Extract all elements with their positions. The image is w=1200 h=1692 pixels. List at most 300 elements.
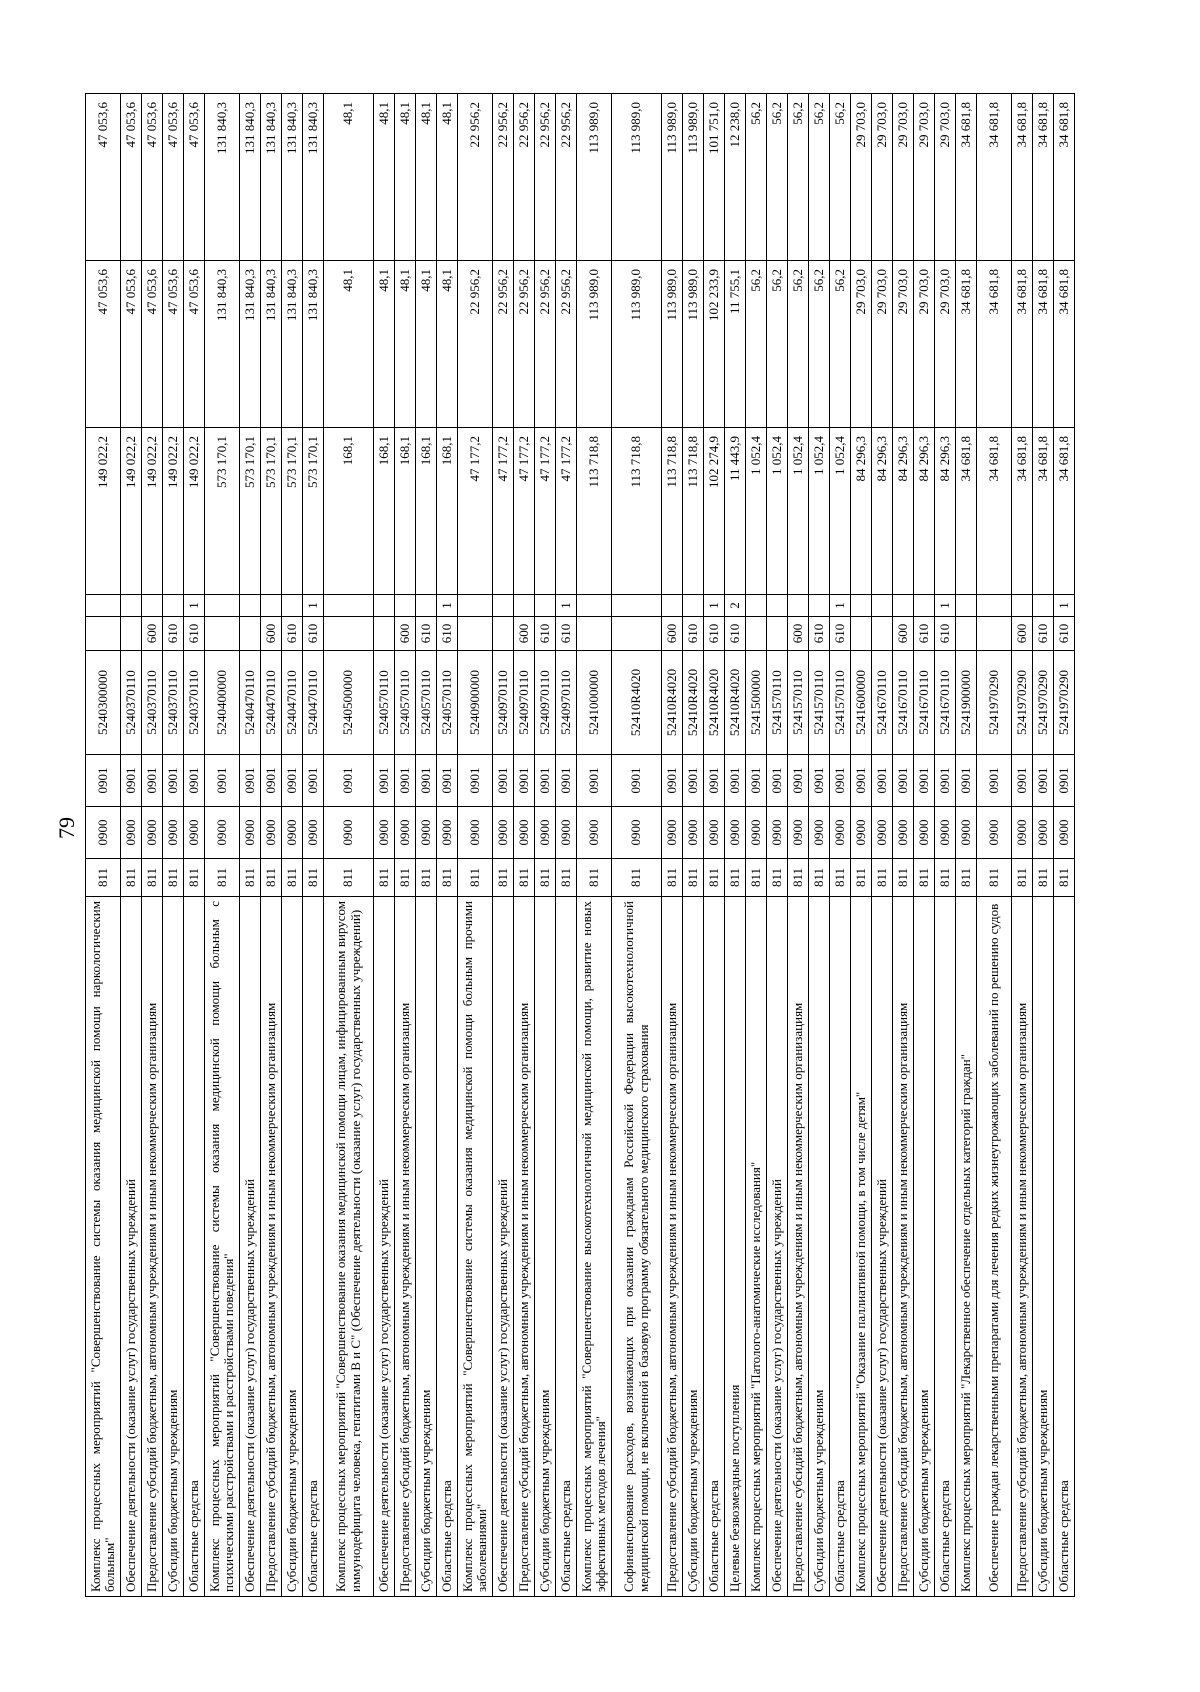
source-code xyxy=(205,595,240,617)
vedomstvo-code: 811 xyxy=(282,859,303,897)
source-code xyxy=(1033,595,1054,617)
table-row xyxy=(956,94,977,1597)
vedomstvo-code: 811 xyxy=(914,859,935,897)
vedomstvo-code: 811 xyxy=(535,859,556,897)
amount-year-1: 47 177,2 xyxy=(493,428,514,595)
source-code xyxy=(767,595,788,617)
document-page xyxy=(85,94,1071,1597)
row-name: Комплекс процессных мероприятий "Оказание паллиативной помощи, в том числе детям" xyxy=(851,897,872,1597)
amount-year-1: 113 718,8 xyxy=(683,428,704,595)
expense-type-code xyxy=(324,617,374,651)
amount-year-2: 34 681,8 xyxy=(1054,261,1075,428)
target-article-code: 5241570110 xyxy=(809,651,830,755)
razdel-code: 0900 xyxy=(788,807,809,859)
vedomstvo-code: 811 xyxy=(683,859,704,897)
razdel-code: 0900 xyxy=(851,807,872,859)
target-article-code: 5241670110 xyxy=(935,651,956,755)
razdel-code: 0900 xyxy=(556,807,577,859)
razdel-code: 0900 xyxy=(893,807,914,859)
row-name: Субсидии бюджетным учреждениям xyxy=(535,897,556,1597)
target-article-code: 5241970290 xyxy=(1012,651,1033,755)
row-name: Областные средства xyxy=(303,897,324,1597)
amount-year-1: 84 296,3 xyxy=(851,428,872,595)
podrazdel-code: 0901 xyxy=(416,755,437,807)
table-row xyxy=(395,94,416,1597)
target-article-code: 5240300000 xyxy=(86,651,121,755)
amount-year-3: 101 751,0 xyxy=(704,94,725,261)
row-name: Предоставление субсидий бюджетным, автономным учреждениям и иным некоммерческим организациям xyxy=(261,897,282,1597)
amount-year-3: 131 840,3 xyxy=(205,94,240,261)
vedomstvo-code: 811 xyxy=(767,859,788,897)
vedomstvo-code: 811 xyxy=(556,859,577,897)
amount-year-3: 22 956,2 xyxy=(493,94,514,261)
table-row xyxy=(872,94,893,1597)
razdel-code: 0900 xyxy=(612,807,662,859)
source-code: 1 xyxy=(437,595,458,617)
amount-year-1: 47 177,2 xyxy=(556,428,577,595)
amount-year-2: 22 956,2 xyxy=(556,261,577,428)
row-name: Субсидии бюджетным учреждениям xyxy=(163,897,184,1597)
podrazdel-code: 0901 xyxy=(205,755,240,807)
table-row xyxy=(535,94,556,1597)
expense-type-code: 610 xyxy=(556,617,577,651)
expense-type-code xyxy=(851,617,872,651)
razdel-code: 0900 xyxy=(956,807,977,859)
expense-type-code: 600 xyxy=(1012,617,1033,651)
podrazdel-code: 0901 xyxy=(683,755,704,807)
table-row xyxy=(184,94,205,1597)
amount-year-2: 48,1 xyxy=(395,261,416,428)
source-code: 1 xyxy=(184,595,205,617)
amount-year-1: 1 052,4 xyxy=(809,428,830,595)
amount-year-1: 149 022,2 xyxy=(163,428,184,595)
expense-type-code: 600 xyxy=(893,617,914,651)
vedomstvo-code: 811 xyxy=(374,859,395,897)
podrazdel-code: 0901 xyxy=(374,755,395,807)
amount-year-2: 34 681,8 xyxy=(1012,261,1033,428)
target-article-code: 5240470110 xyxy=(303,651,324,755)
amount-year-1: 573 170,1 xyxy=(240,428,261,595)
amount-year-3: 48,1 xyxy=(437,94,458,261)
source-code xyxy=(683,595,704,617)
amount-year-1: 1 052,4 xyxy=(746,428,767,595)
amount-year-2: 29 703,0 xyxy=(851,261,872,428)
vedomstvo-code: 811 xyxy=(977,859,1012,897)
target-article-code: 5240970110 xyxy=(493,651,514,755)
amount-year-2: 22 956,2 xyxy=(535,261,556,428)
table-row xyxy=(612,94,662,1597)
razdel-code: 0900 xyxy=(683,807,704,859)
source-code xyxy=(612,595,662,617)
amount-year-3: 34 681,8 xyxy=(1054,94,1075,261)
amount-year-3: 29 703,0 xyxy=(935,94,956,261)
table-row xyxy=(935,94,956,1597)
table-row xyxy=(767,94,788,1597)
razdel-code: 0900 xyxy=(374,807,395,859)
podrazdel-code: 0901 xyxy=(1012,755,1033,807)
source-code xyxy=(86,595,121,617)
expense-type-code: 610 xyxy=(809,617,830,651)
target-article-code: 5241570110 xyxy=(830,651,851,755)
target-article-code: 5241900000 xyxy=(956,651,977,755)
podrazdel-code: 0901 xyxy=(577,755,612,807)
amount-year-3: 113 989,0 xyxy=(612,94,662,261)
amount-year-3: 22 956,2 xyxy=(556,94,577,261)
amount-year-2: 34 681,8 xyxy=(1033,261,1054,428)
razdel-code: 0900 xyxy=(282,807,303,859)
amount-year-2: 47 053,6 xyxy=(163,261,184,428)
table-row xyxy=(493,94,514,1597)
amount-year-1: 34 681,8 xyxy=(977,428,1012,595)
podrazdel-code: 0901 xyxy=(556,755,577,807)
amount-year-3: 22 956,2 xyxy=(514,94,535,261)
amount-year-3: 47 053,6 xyxy=(163,94,184,261)
vedomstvo-code: 811 xyxy=(1033,859,1054,897)
amount-year-3: 48,1 xyxy=(395,94,416,261)
amount-year-3: 131 840,3 xyxy=(261,94,282,261)
table-row xyxy=(374,94,395,1597)
razdel-code: 0900 xyxy=(395,807,416,859)
vedomstvo-code: 811 xyxy=(935,859,956,897)
source-code xyxy=(458,595,493,617)
vedomstvo-code: 811 xyxy=(1054,859,1075,897)
target-article-code: 5241570110 xyxy=(788,651,809,755)
table-body xyxy=(86,94,1075,1597)
podrazdel-code: 0901 xyxy=(851,755,872,807)
amount-year-3: 47 053,6 xyxy=(86,94,121,261)
podrazdel-code: 0901 xyxy=(184,755,205,807)
podrazdel-code: 0901 xyxy=(977,755,1012,807)
table-row xyxy=(514,94,535,1597)
vedomstvo-code: 811 xyxy=(893,859,914,897)
expense-type-code: 610 xyxy=(184,617,205,651)
target-article-code: 52410R4020 xyxy=(725,651,746,755)
podrazdel-code: 0901 xyxy=(704,755,725,807)
razdel-code: 0900 xyxy=(767,807,788,859)
expense-type-code xyxy=(458,617,493,651)
row-name: Областные средства xyxy=(704,897,725,1597)
table-row xyxy=(240,94,261,1597)
target-article-code: 5240470110 xyxy=(240,651,261,755)
table-row xyxy=(746,94,767,1597)
razdel-code: 0900 xyxy=(725,807,746,859)
expense-type-code: 610 xyxy=(830,617,851,651)
razdel-code: 0900 xyxy=(935,807,956,859)
amount-year-3: 131 840,3 xyxy=(282,94,303,261)
vedomstvo-code: 811 xyxy=(725,859,746,897)
amount-year-3: 113 989,0 xyxy=(577,94,612,261)
amount-year-1: 34 681,8 xyxy=(956,428,977,595)
vedomstvo-code: 811 xyxy=(493,859,514,897)
vedomstvo-code: 811 xyxy=(142,859,163,897)
row-name: Предоставление субсидий бюджетным, автономным учреждениям и иным некоммерческим организациям xyxy=(395,897,416,1597)
amount-year-2: 56,2 xyxy=(746,261,767,428)
table-row xyxy=(1012,94,1033,1597)
table-row xyxy=(977,94,1012,1597)
table-row xyxy=(324,94,374,1597)
expense-type-code: 610 xyxy=(282,617,303,651)
amount-year-1: 573 170,1 xyxy=(261,428,282,595)
podrazdel-code: 0901 xyxy=(86,755,121,807)
amount-year-2: 11 755,1 xyxy=(725,261,746,428)
expense-type-code: 600 xyxy=(395,617,416,651)
amount-year-1: 47 177,2 xyxy=(514,428,535,595)
podrazdel-code: 0901 xyxy=(142,755,163,807)
expense-type-code: 610 xyxy=(437,617,458,651)
podrazdel-code: 0901 xyxy=(662,755,683,807)
expense-type-code xyxy=(205,617,240,651)
amount-year-1: 1 052,4 xyxy=(788,428,809,595)
amount-year-3: 56,2 xyxy=(830,94,851,261)
razdel-code: 0900 xyxy=(577,807,612,859)
target-article-code: 5241500000 xyxy=(746,651,767,755)
amount-year-2: 29 703,0 xyxy=(893,261,914,428)
expense-type-code: 610 xyxy=(535,617,556,651)
row-name: Предоставление субсидий бюджетным, автономным учреждениям и иным некоммерческим организациям xyxy=(788,897,809,1597)
row-name: Комплекс процессных мероприятий "Совершенствование оказания медицинской помощи лицам, инфицированным вирусом иммунодефицита человека, гепатитами В и С" (Обеспечение деятельности (оказание услуг) государственных учреждений) xyxy=(324,897,374,1597)
expense-type-code: 610 xyxy=(683,617,704,651)
amount-year-3: 34 681,8 xyxy=(977,94,1012,261)
razdel-code: 0900 xyxy=(303,807,324,859)
row-name: Областные средства xyxy=(556,897,577,1597)
razdel-code: 0900 xyxy=(704,807,725,859)
amount-year-2: 47 053,6 xyxy=(121,261,142,428)
razdel-code: 0900 xyxy=(914,807,935,859)
target-article-code: 5240970110 xyxy=(514,651,535,755)
source-code xyxy=(121,595,142,617)
source-code: 1 xyxy=(1054,595,1075,617)
amount-year-1: 168,1 xyxy=(395,428,416,595)
amount-year-1: 34 681,8 xyxy=(1054,428,1075,595)
table-row xyxy=(416,94,437,1597)
vedomstvo-code: 811 xyxy=(662,859,683,897)
podrazdel-code: 0901 xyxy=(535,755,556,807)
vedomstvo-code: 811 xyxy=(1012,859,1033,897)
table-row xyxy=(142,94,163,1597)
razdel-code: 0900 xyxy=(514,807,535,859)
amount-year-2: 29 703,0 xyxy=(935,261,956,428)
target-article-code: 5240470110 xyxy=(261,651,282,755)
source-code xyxy=(746,595,767,617)
amount-year-2: 56,2 xyxy=(830,261,851,428)
expense-type-code: 600 xyxy=(788,617,809,651)
razdel-code: 0900 xyxy=(86,807,121,859)
podrazdel-code: 0901 xyxy=(282,755,303,807)
razdel-code: 0900 xyxy=(184,807,205,859)
amount-year-1: 47 177,2 xyxy=(458,428,493,595)
expense-type-code: 610 xyxy=(163,617,184,651)
target-article-code: 5240570110 xyxy=(395,651,416,755)
amount-year-3: 29 703,0 xyxy=(872,94,893,261)
amount-year-3: 47 053,6 xyxy=(184,94,205,261)
expense-type-code xyxy=(872,617,893,651)
expense-type-code: 600 xyxy=(514,617,535,651)
target-article-code: 5241570110 xyxy=(767,651,788,755)
row-name: Областные средства xyxy=(830,897,851,1597)
amount-year-3: 34 681,8 xyxy=(1033,94,1054,261)
podrazdel-code: 0901 xyxy=(788,755,809,807)
amount-year-2: 56,2 xyxy=(788,261,809,428)
amount-year-3: 56,2 xyxy=(767,94,788,261)
source-code xyxy=(240,595,261,617)
target-article-code: 5240970110 xyxy=(556,651,577,755)
podrazdel-code: 0901 xyxy=(303,755,324,807)
vedomstvo-code: 811 xyxy=(830,859,851,897)
row-name: Предоставление субсидий бюджетным, автономным учреждениям и иным некоммерческим организациям xyxy=(1012,897,1033,1597)
amount-year-1: 113 718,8 xyxy=(662,428,683,595)
podrazdel-code: 0901 xyxy=(725,755,746,807)
podrazdel-code: 0901 xyxy=(612,755,662,807)
razdel-code: 0900 xyxy=(1054,807,1075,859)
target-article-code: 5240370110 xyxy=(142,651,163,755)
table-row xyxy=(662,94,683,1597)
amount-year-1: 11 443,9 xyxy=(725,428,746,595)
vedomstvo-code: 811 xyxy=(163,859,184,897)
amount-year-1: 84 296,3 xyxy=(872,428,893,595)
source-code xyxy=(514,595,535,617)
table-row xyxy=(851,94,872,1597)
rotated-content xyxy=(85,94,1071,1597)
amount-year-3: 29 703,0 xyxy=(893,94,914,261)
source-code xyxy=(416,595,437,617)
podrazdel-code: 0901 xyxy=(872,755,893,807)
page-number: 79 xyxy=(54,817,79,839)
table-row xyxy=(1033,94,1054,1597)
expense-type-code xyxy=(612,617,662,651)
amount-year-2: 48,1 xyxy=(416,261,437,428)
amount-year-3: 29 703,0 xyxy=(914,94,935,261)
podrazdel-code: 0901 xyxy=(163,755,184,807)
source-code xyxy=(142,595,163,617)
vedomstvo-code: 811 xyxy=(704,859,725,897)
source-code xyxy=(662,595,683,617)
row-name: Обеспечение деятельности (оказание услуг) государственных учреждений xyxy=(493,897,514,1597)
amount-year-2: 131 840,3 xyxy=(240,261,261,428)
table-row xyxy=(163,94,184,1597)
table-row xyxy=(121,94,142,1597)
target-article-code: 52410R4020 xyxy=(704,651,725,755)
target-article-code: 5240570110 xyxy=(437,651,458,755)
amount-year-2: 29 703,0 xyxy=(914,261,935,428)
podrazdel-code: 0901 xyxy=(1033,755,1054,807)
amount-year-1: 84 296,3 xyxy=(914,428,935,595)
row-name: Предоставление субсидий бюджетным, автономным учреждениям и иным некоммерческим организациям xyxy=(142,897,163,1597)
table-row xyxy=(86,94,121,1597)
amount-year-3: 34 681,8 xyxy=(1012,94,1033,261)
budget-table xyxy=(85,93,1075,1597)
row-name: Обеспечение граждан лекарственными препаратами для лечения редких жизнеугрожающих заболеваний по решению судов xyxy=(977,897,1012,1597)
podrazdel-code: 0901 xyxy=(746,755,767,807)
source-code: 1 xyxy=(704,595,725,617)
row-name: Обеспечение деятельности (оказание услуг) государственных учреждений xyxy=(240,897,261,1597)
target-article-code: 5240570110 xyxy=(374,651,395,755)
target-article-code: 5240900000 xyxy=(458,651,493,755)
table-row xyxy=(556,94,577,1597)
vedomstvo-code: 811 xyxy=(746,859,767,897)
row-name: Субсидии бюджетным учреждениям xyxy=(282,897,303,1597)
row-name: Субсидии бюджетным учреждениям xyxy=(809,897,830,1597)
source-code: 1 xyxy=(935,595,956,617)
target-article-code: 5240370110 xyxy=(184,651,205,755)
amount-year-1: 149 022,2 xyxy=(121,428,142,595)
source-code xyxy=(261,595,282,617)
podrazdel-code: 0901 xyxy=(956,755,977,807)
podrazdel-code: 0901 xyxy=(437,755,458,807)
table-row xyxy=(261,94,282,1597)
table-row xyxy=(704,94,725,1597)
expense-type-code: 610 xyxy=(704,617,725,651)
amount-year-3: 47 053,6 xyxy=(121,94,142,261)
amount-year-1: 168,1 xyxy=(416,428,437,595)
target-article-code: 5240970110 xyxy=(535,651,556,755)
target-article-code: 52410R4020 xyxy=(662,651,683,755)
vedomstvo-code: 811 xyxy=(458,859,493,897)
target-article-code: 5241970290 xyxy=(977,651,1012,755)
row-name: Предоставление субсидий бюджетным, автономным учреждениям и иным некоммерческим организациям xyxy=(514,897,535,1597)
amount-year-1: 149 022,2 xyxy=(86,428,121,595)
expense-type-code: 600 xyxy=(261,617,282,651)
podrazdel-code: 0901 xyxy=(240,755,261,807)
row-name: Субсидии бюджетным учреждениям xyxy=(683,897,704,1597)
amount-year-2: 29 703,0 xyxy=(872,261,893,428)
razdel-code: 0900 xyxy=(746,807,767,859)
source-code xyxy=(374,595,395,617)
expense-type-code xyxy=(493,617,514,651)
amount-year-3: 113 989,0 xyxy=(662,94,683,261)
amount-year-2: 22 956,2 xyxy=(493,261,514,428)
source-code xyxy=(872,595,893,617)
amount-year-2: 47 053,6 xyxy=(86,261,121,428)
expense-type-code xyxy=(86,617,121,651)
expense-type-code: 600 xyxy=(662,617,683,651)
row-name: Предоставление субсидий бюджетным, автономным учреждениям и иным некоммерческим организациям xyxy=(662,897,683,1597)
expense-type-code: 610 xyxy=(725,617,746,651)
expense-type-code xyxy=(577,617,612,651)
table-row xyxy=(893,94,914,1597)
amount-year-3: 56,2 xyxy=(809,94,830,261)
amount-year-2: 113 989,0 xyxy=(683,261,704,428)
razdel-code: 0900 xyxy=(324,807,374,859)
row-name: Целевые безвозмездные поступления xyxy=(725,897,746,1597)
target-article-code: 52410R4020 xyxy=(612,651,662,755)
podrazdel-code: 0901 xyxy=(935,755,956,807)
amount-year-3: 22 956,2 xyxy=(458,94,493,261)
target-article-code: 5241970290 xyxy=(1054,651,1075,755)
amount-year-2: 22 956,2 xyxy=(514,261,535,428)
razdel-code: 0900 xyxy=(1012,807,1033,859)
row-name: Субсидии бюджетным учреждениям xyxy=(914,897,935,1597)
vedomstvo-code: 811 xyxy=(809,859,830,897)
amount-year-1: 34 681,8 xyxy=(1033,428,1054,595)
row-name: Комплекс процессных мероприятий "Совершенствование высокотехнологичной медицинской помощи, развитие новых эффективных методов лечения" xyxy=(577,897,612,1597)
podrazdel-code: 0901 xyxy=(893,755,914,807)
podrazdel-code: 0901 xyxy=(809,755,830,807)
vedomstvo-code: 811 xyxy=(261,859,282,897)
amount-year-2: 47 053,6 xyxy=(142,261,163,428)
vedomstvo-code: 811 xyxy=(303,859,324,897)
source-code xyxy=(893,595,914,617)
source-code xyxy=(914,595,935,617)
razdel-code: 0900 xyxy=(437,807,458,859)
amount-year-3: 56,2 xyxy=(788,94,809,261)
table-row xyxy=(205,94,240,1597)
source-code: 1 xyxy=(556,595,577,617)
target-article-code: 5240370110 xyxy=(163,651,184,755)
expense-type-code: 610 xyxy=(303,617,324,651)
vedomstvo-code: 811 xyxy=(851,859,872,897)
podrazdel-code: 0901 xyxy=(324,755,374,807)
row-name: Обеспечение деятельности (оказание услуг) государственных учреждений xyxy=(767,897,788,1597)
